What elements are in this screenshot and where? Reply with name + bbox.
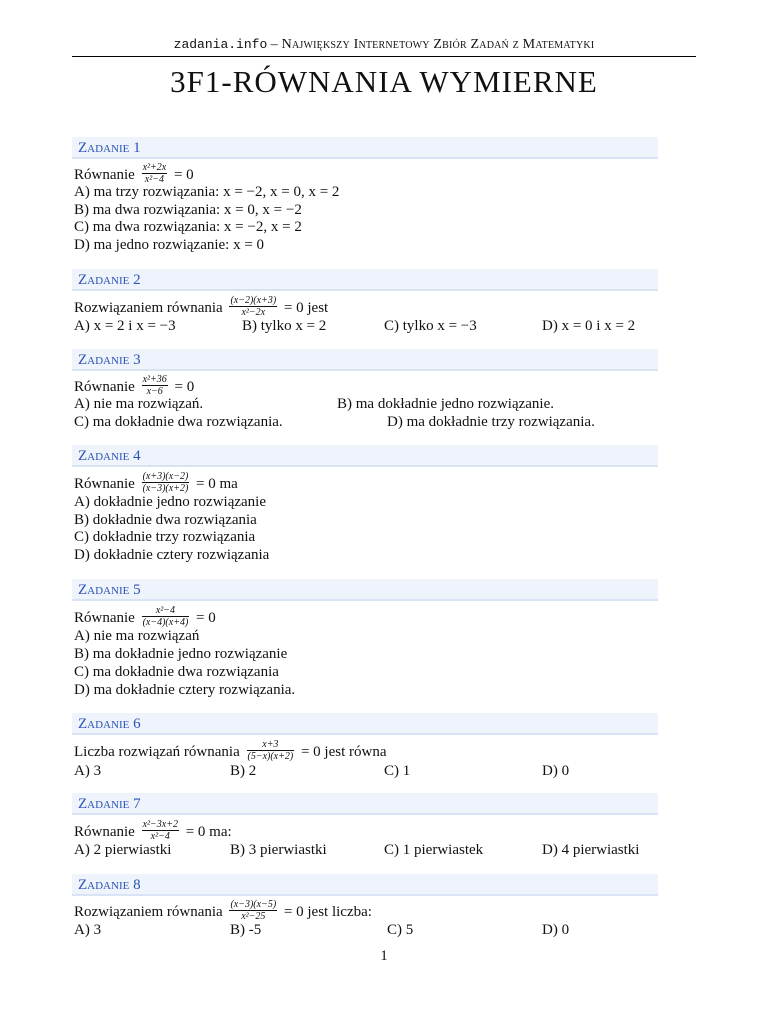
task-8-option-b: B) -5 (230, 922, 262, 938)
task-5-option-a: A) nie ma rozwiązań (74, 628, 200, 644)
task-5-header: Zadanie 5 (72, 579, 658, 601)
task-6-prompt: Liczba rozwiązań równania $\frac{x+3}{(5-x)(x+2)}$ = 0 jest równa (74, 739, 387, 762)
page-header (72, 34, 696, 57)
task-8-prompt: Rozwiązaniem równania $\frac{(x-3)(x-5)}{\text{x²−25}}$ = 0 jest liczba: (74, 899, 372, 922)
task-4-fraction: $\frac{(x+3)(x-2)}{(x-3)(x+2)}$ (142, 471, 189, 494)
task-3-option-c: C) ma dokładnie dwa rozwiązania. (74, 414, 283, 430)
task-7-option-c: C) 1 pierwiastek (384, 842, 484, 858)
task-3-option-a: A) nie ma rozwiązań. (74, 396, 204, 412)
task-1-prompt: Równanie $\frac{\text{x²+2x}}{\text{x²−4}}$ = 0 (74, 162, 194, 185)
task-7-option-d: D) 4 pierwiastki (542, 842, 640, 858)
task-3-prompt: Równanie $\frac{\text{x²+36}}{x-6}$ = 0 (74, 374, 195, 397)
task-2-header: Zadanie 2 (72, 269, 658, 291)
task-5-prompt: Równanie $\frac{\text{x²−4}}{(x-4)(x+4)}$ = 0 (74, 605, 216, 628)
task-7-prompt: Równanie $\frac{\text{x²−3x+2}}{\text{x²−4}}$ = 0 ma: (74, 819, 232, 842)
task-3-header: Zadanie 3 (72, 349, 658, 371)
task-5-option-b: B) ma dokładnie jedno rozwiązanie (74, 646, 288, 662)
task-6-option-a: A) 3 (74, 763, 102, 779)
task-4-prompt: Równanie $\frac{(x+3)(x-2)}{(x-3)(x+2)}$ = 0 ma (74, 471, 238, 494)
task-6-option-d: D) 0 (542, 763, 570, 779)
task-8-option-c: C) 5 (387, 922, 414, 938)
task-6-options (74, 762, 664, 780)
task-7-option-b: B) 3 pierwiastki (230, 842, 327, 858)
task-3-options-row-2 (74, 413, 664, 431)
task-4-option-a: A) dokładnie jedno rozwiązanie (74, 494, 267, 510)
task-2-options (74, 317, 664, 335)
task-6-header: Zadanie 6 (72, 713, 658, 735)
task-1-option-b: B) ma dwa rozwiązania: x = 0, x = −2 (74, 202, 302, 218)
task-1-header: Zadanie 1 (72, 137, 658, 159)
task-8-options (74, 921, 664, 939)
task-2-prompt: Rozwiązaniem równania $\frac{(x-2)(x+3)}{\text{x²−2x}}$ = 0 jest (74, 295, 329, 318)
task-4-option-b: B) dokładnie dwa rozwiązania (74, 512, 257, 528)
task-2-option-b: B) tylko x = 2 (242, 318, 327, 334)
task-6-fraction: $\frac{x+3}{(5-x)(x+2)}$ (247, 739, 294, 762)
task-1-option-a: A) ma trzy rozwiązania: x = −2, x = 0, x = 2 (74, 184, 340, 200)
task-2-fraction: $\frac{(x-2)(x+3)}{\text{x²−2x}}$ (230, 295, 277, 318)
task-7-fraction: $\frac{\text{x²−3x+2}}{\text{x²−4}}$ (142, 819, 178, 842)
task-8-fraction: $\frac{(x-3)(x-5)}{\text{x²−25}}$ (230, 899, 277, 922)
task-4-header: Zadanie 4 (72, 445, 658, 467)
site-motto: – Największy Internetowy Zbiór Zadań z Matematyki (270, 37, 595, 52)
page-title: 3F1-RÓWNANIA WYMIERNE (170, 64, 598, 99)
task-7-options (74, 841, 664, 859)
task-1-option-c: C) ma dwa rozwiązania: x = −2, x = 2 (74, 219, 302, 235)
task-5-option-c: C) ma dokładnie dwa rozwiązania (74, 664, 279, 680)
task-3-fraction: $\frac{\text{x²+36}}{x-6}$ (142, 374, 167, 397)
task-3-option-b: B) ma dokładnie jedno rozwiązanie. (337, 396, 555, 412)
task-6-option-c: C) 1 (384, 763, 411, 779)
task-8-header: Zadanie 8 (72, 874, 658, 896)
task-8-option-d: D) 0 (542, 922, 570, 938)
task-2-option-c: C) tylko x = −3 (384, 318, 477, 334)
task-2-option-d: D) x = 0 i x = 2 (542, 318, 636, 334)
site-name[interactable]: zadania.info (173, 37, 268, 52)
task-3-options-row-1 (74, 395, 664, 413)
task-5-option-d: D) ma dokładnie cztery rozwiązania. (74, 682, 296, 698)
task-4-option-c: C) dokładnie trzy rozwiązania (74, 529, 256, 545)
task-7-option-a: A) 2 pierwiastki (74, 842, 172, 858)
task-1-option-d: D) ma jedno rozwiązanie: x = 0 (74, 237, 265, 253)
task-2-option-a: A) x = 2 i x = −3 (74, 318, 176, 334)
task-1-fraction: $\frac{\text{x²+2x}}{\text{x²−4}}$ (142, 162, 167, 185)
task-8-option-a: A) 3 (74, 922, 102, 938)
task-6-option-b: B) 2 (230, 763, 257, 779)
task-3-option-d: D) ma dokładnie trzy rozwiązania. (387, 414, 595, 430)
task-4-option-d: D) dokładnie cztery rozwiązania (74, 547, 270, 563)
task-5-fraction: $\frac{\text{x²−4}}{(x-4)(x+4)}$ (142, 605, 189, 628)
page-number: 1 (380, 948, 388, 964)
task-7-header: Zadanie 7 (72, 793, 658, 815)
